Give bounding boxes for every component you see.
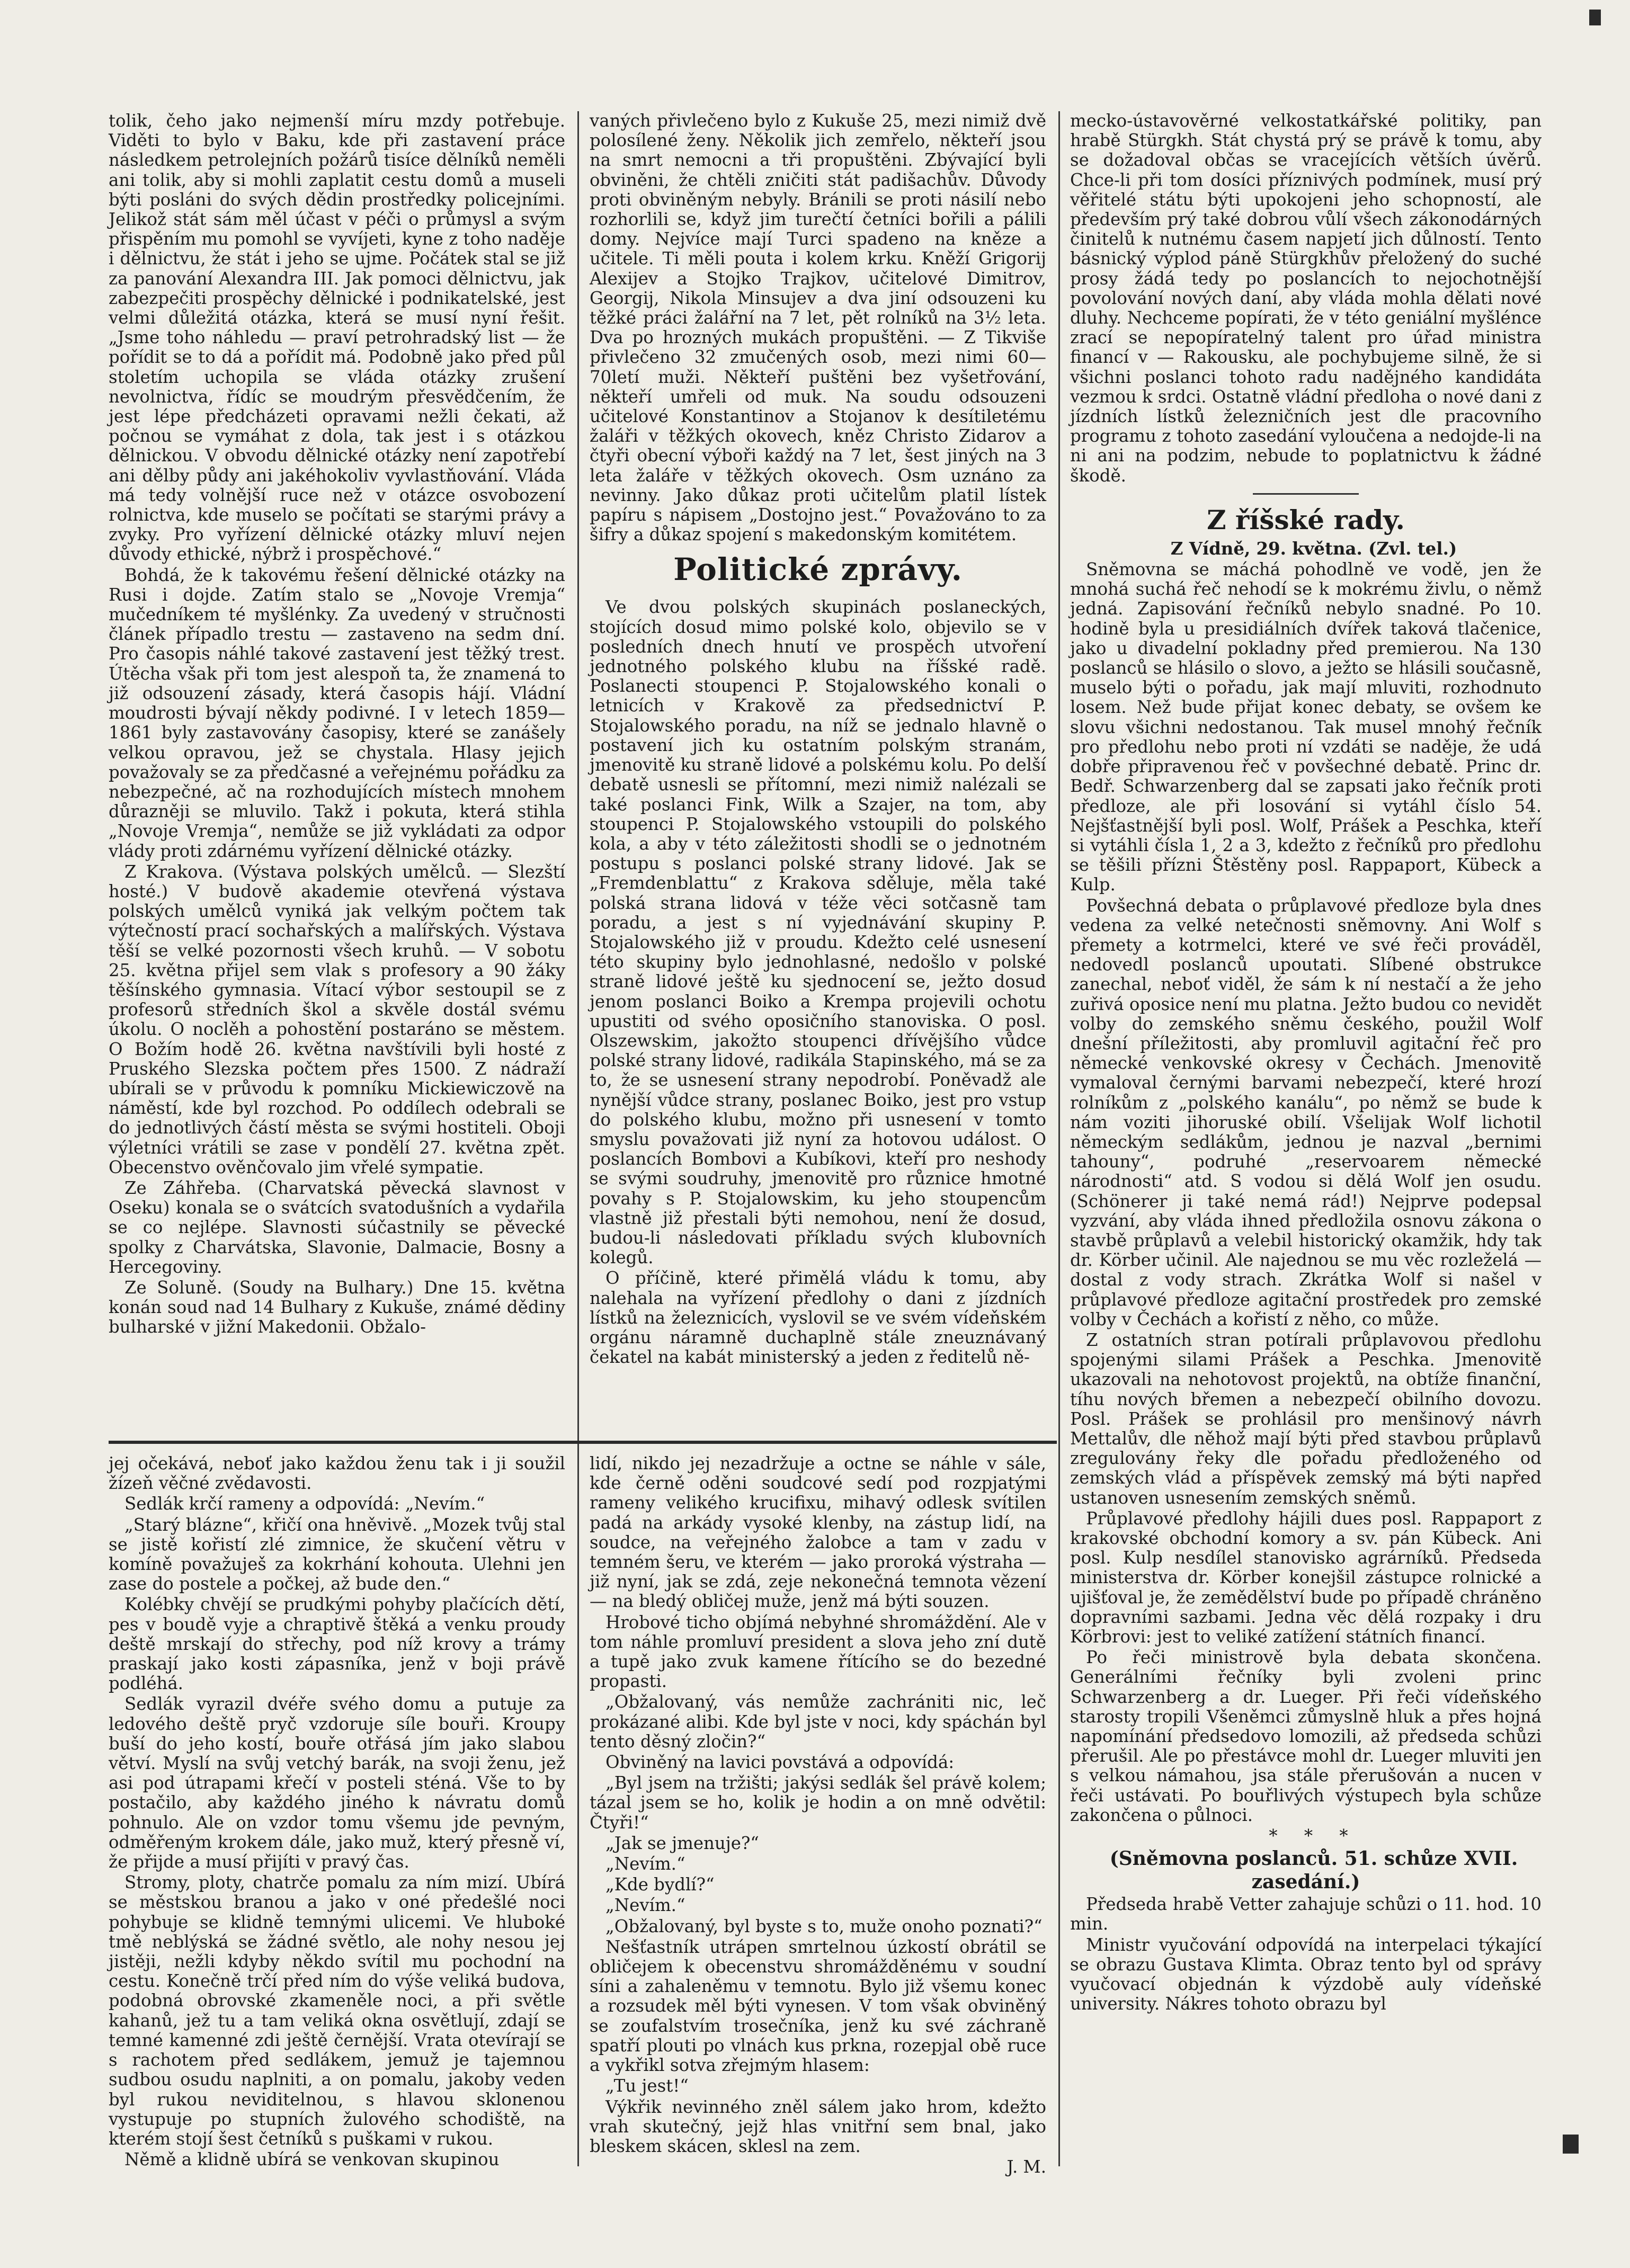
paragraph: Hrobové ticho objímá nebyhné shromáždění. Ale v tom náhle promluví president a slova jeho zní dutě a tupě jako zvuk kamene řítícího se do bezedné propasti. bbox=[590, 1612, 1046, 1692]
column-1-feuilleton bbox=[109, 1454, 565, 2169]
paragraph: Stromy, ploty, chatrče pomalu za ním mizí. Ubírá se městskou branou a jako v oné předešlé noci pohybuje se klidně temnými ulicemi. Ve hluboké tmě neblýská se žádné světlo, ale nohy nesou jej jistěji, nežli kdyby někdo svítil mu pochodní na cestu. Konečně trčí před ním do výše veliká budova, podobná obrovské zkameněle noci, a při světle kahanů, jež tu a tam veliká okna osvětlují, zdají se temné kamenné zdi ještě černější. Vrata otevírají se s rachotem před sedlákem, jemuž je tajemnou sudbou osudu naplniti, a on pomalu, jakoby veden byl rukou neviditelnou, s hlavou sklonenou vystupuje po stupních žulového schodiště, na kterém stojí šest četníků s puškami v rukou. bbox=[109, 1872, 565, 2149]
paragraph: Sedlák vyrazil dvéře svého domu a putuje za ledového deště pryč vzdoruje síle bouři. Kroupy buší do jeho kostí, bouře otřásá jím jako slabou větví. Myslí na svůj vetchý barák, na svoji ženu, jež asi pod útrapami křečí v posteli sténá. Vše to by postačilo, aby každého jiného k návratu domů pohnulo. Ale on vzdor tomu všemu jde pevným, odměřeným krokem dále, jako muž, který přesně ví, že přijde a musí přijíti v pravý čas. bbox=[109, 1694, 565, 1872]
paragraph: Povšechná debata o průplavové předloze byla dnes vedena za velké netečnosti sněmovny. Ani Wolf s přemety a kotrmelci, které ve své řeči prováděl, nedovedl poslanců upoutati. Slíbené obstrukce zanechal, neboť viděl, že sám k ní nestačí a že jeho zuřivá oposice není mu platna. Ježto budou co nevidět volby do zemského sněmu českého, použil Wolf dnešní příležitosti, aby promluvil agitační řeč pro německé venkovské okresy v Čechách. Jmenovitě vymaloval černými barvami nebezpečí, které hrozí rolníkům z „polského kanálu“, po němž se bude k nám voziti jihoruské obilí. Všelijak Wolf lichotil německým sedlákům, jednou je nazval „bernimi tahouny“, podruhé „reservoarem německé národnosti“ atd. S vodou si dělá Wolf jen osudu. (Schönerer ji také nemá rád!) Nejprve podepsal vyzvání, aby vláda ihned předložila osnovu zákona o stavbě průplavů a velebil historický okamžik, hdy tak dr. Körber učinil. Ale najednou se mu věc rozleželá — dostal z vody strach. Zkrátka Wolf si našel v průplavové předloze agitační prostředek pro zemské volby v Čechách a kořistí z něho, co může. bbox=[1070, 895, 1542, 1329]
paragraph: „Kde bydlí?“ bbox=[605, 1874, 715, 1895]
column-2-feuilleton bbox=[590, 1454, 1046, 2177]
paragraph: lidí, nikdo jej nezadržuje a octne se náhle v sále, kde černě oděni soudcové sedí pod rozpjatými rameny velikého krucifixu, mihavý odlesk svítilen padá na arkády vysoké klenby, na zástup lidí, na soudce, na veřejného žalobce a tam v zadu v temném šeru, ve kterém — jako proroká výstraha — již nyní, jak se zdá, zeje nekonečná temnota vězení — na bledý obličej muže, jenž má býti souzen. bbox=[590, 1453, 1046, 1612]
paragraph: Ve dvou polských skupinách poslaneckých, stojících dosud mimo polské kolo, objevilo se v posledních dnech hnutí ve prospěch utvoření jednotného polského klubu na říšské radě. Poslanecti stoupenci P. Stojalowského konali o letnicích v Krakově za předsednictví P. Stojalowského poradu, na níž se jednalo hlavně o postavení jich ku ostatním polským stranám, jmenovitě ku straně lidové a polskému kolu. Po delší debatě usnesli se přítomní, mezi nimiž nalézali se také poslanci Fink, Wilk a Szajer, na tom, aby stoupenci P. Stojalowského vstoupili do polského kola, a aby v této záležitosti shodli se o jednotném postupu s poslanci polské strany lidové. Jak se „Fremdenblattu“ z Krakova sděluje, měla také polská strana lidová v téže věci sotčasně tam poradu, a jest s ní vyjednávání skupiny P. Stojalowského již v proudu. Kdežto celé usnesení této skupiny bylo jednohlasné, nedošlo v polské straně lidové ještě ku sjednocení se, ježto dosud jenom poslanci Boiko a Krempa projevili ochotu upustiti od svého oposičního stanoviska. O posl. Olszewskim, jakožto stoupenci dřívějšího vůdce polské strany lidové, radikála Stapinského, má se za to, že se usnesení strany nepodrobí. Poněvadž ale nynější vůdce strany, poslanec Boiko, jest pro vstup do polského klubu, možno při usnesení v tomto smyslu považovati již nyní za hotovou událost. O poslancích Bombovi a Kubíkovi, kteří pro neshody se svými soudruhy, jmenovitě pro různice hmotné povahy s P. Stojalowskim, ku jeho stoupencům vlastně již přestali býti nemohou, není že dosud, budou-li následovati příkladu svých klubovních kolegů. bbox=[590, 597, 1046, 1268]
paragraph: Sedlák krčí rameny a odpovídá: „Nevím.“ bbox=[124, 1494, 485, 1514]
section-heading-politicke-zpravy: Politické zprávy. bbox=[673, 551, 963, 588]
column-divider bbox=[577, 111, 579, 2166]
paragraph: Ministr vyučování odpovídá na interpelaci týkající se obrazu Gustava Klimta. Obraz tento byl od správy vyučovací objednán k výzdobě auly vídeňské university. Nákres tohoto obrazu byl bbox=[1070, 1934, 1542, 2014]
paragraph: „Starý blázne“, křičí ona hněvivě. „Mozek tvůj stal se jistě kořistí zlé zimnice, že skučení větru v komíně považuješ za kokrhání kohouta. Ulehni jen zase do postele a počkej, až bude den.“ bbox=[109, 1514, 565, 1594]
dateline: Z Vídně, 29. května. (Zvl. tel.) bbox=[1170, 538, 1457, 559]
column-divider bbox=[1058, 111, 1060, 2166]
section-separator: * * * bbox=[1269, 1826, 1359, 1846]
column-3 bbox=[1070, 111, 1542, 2166]
paragraph: Výkřik nevinného zněl sálem jako hrom, kdežto vrah skutečný, jejž hlas vnitřní sem bnal, jako bleskem skácen, sklesl na zem. bbox=[590, 2096, 1046, 2156]
author-signature: J. M. bbox=[1006, 2157, 1046, 2177]
paragraph: „Obžalovaný, byl byste s to, muže onoho poznati?“ bbox=[605, 1916, 1043, 1936]
section-rule bbox=[1253, 493, 1359, 495]
session-heading: (Sněmovna poslanců. 51. schůze XVII. zasedání.) bbox=[1109, 1847, 1518, 1894]
paragraph: „Nevím.“ bbox=[605, 1895, 685, 1916]
paragraph: vaných přivlečeno bylo z Kukuše 25, mezi nimiž dvě polosílené ženy. Několik jich zemřelo, někteří jsou na smrt nemocni a tři propuštěni. Zbývající byli obviněni, že chtěli zničiti stát padišachův. Důvody proti obviněným nebyly. Bránili se proti násilí nebo rozhorlili se, když jim turečtí četníci bořili a pálili domy. Nejvíce mají Turci spadeno na kněze a učitele. Ti měli pouta i kolem krku. Kněží Grigorij Alexijev a Stojko Trajkov, učitelové Dimitrov, Georgij, Nikola Minsujev a dva jiní odsouzeni ku těžké práci žalářní na 7 let, pět rolníků na 3½ leta. Dva po hrozných mukách propuštěni. — Z Tikviše přivlečeno 32 zmučených osob, mezi nimi 60—70letí muži. Někteří puštěni bez vyšetřování, někteří umřeli od muk. Na soudu odsouzeni učitelové Konstantinov a Stojanov k desítiletému žaláři v těžkých okovech, kněz Christo Zidarov a čtyři obecní výboři každý na 7 let, šest jiných na 3 leta žaláře v těžkých okovech. Osm uznáno za nevinny. Jako důkaz proti učitelům platil lístek papíru s nápisem „Dostojno jest.“ Považováno to za šifry a důkaz spojení s makedonským komitétem. bbox=[590, 111, 1046, 545]
paragraph: „Nevím.“ bbox=[605, 1854, 685, 1874]
paragraph: tolik, čeho jako nejmenší míru mzdy potřebuje. Viděti to bylo v Baku, kde při zastavení práce následkem petrolejních požárů tisíce dělníků neměli ani tolik, aby si mohli zaplatit cestu domů a museli býti posláni do svých dědin prostředky policejními. Jelikož stát sám měl účast v péči o průmysl a svým přispěním mu pomohl se vyvíjeti, kyne z toho naděje i dělnictvu, že stát i jeho se ujme. Počátek stal se již za panování Alexandra III. Jak pomoci dělnictvu, jak zabezpečiti prospěchy dělnické i podnikatelské, jest velmi důležitá otázka, která se musí nyní řešit. „Jsme toho náhledu — praví petrohradský list — že pořídit se to dá a pořídit má. Podobně jako před půl stoletím uchopila se vláda otázky zrušení nevolnictva, řídíc se moudrým přesvědčením, že jest lépe předcházeti opravami nežli čekati, až počnou se vymáhat z dola, tak jest i s otázkou dělnickou. V obvodu dělnické otázky není zapotřebí ani dělby půdy ani jakéhokoliv vyvlastňování. Vláda má tedy volnější ruce než v otázce osvobození rolnictva, kde muselo se počítati se starými právy a zvyky. Pro vyřízení dělnické otázky mluví nejen důvody ethické, nýbrž i prospěchové.“ bbox=[109, 111, 565, 565]
paragraph: Obviněný na lavici povstává a odpovídá: bbox=[605, 1752, 955, 1773]
paragraph: Z Krakova. (Výstava polských umělců. — Slezští hosté.) V budově akademie otevřená výstava polských umělců vyniká jak velkým počtem tak výtečností prací sochařských a malířských. Výstava těší se velké pozornosti všech kruhů. — V sobotu 25. května přijel sem vlak s profesory a 90 žáky těšínského gymnasia. Vítací výbor sestoupil se z profesorů středních škol a skvěle dostál svému úkolu. O noclěh a pohostění postaráno se městem. O Božím hodě 26. května navštívili byli hosté z Pruského Slezska počtem přes 1500. Z nádraží ubírali se v průvodu k pomníku Mickiewiczově na náměstí, kde byl rozchod. Po oddílech odebrali se do jednotlivých částí města se svými hostiteli. Oboji výletníci vrátili se zase v pondělí 27. května zpět. Obecenstvo ověnčovalo jim vřelé sympatie. bbox=[109, 861, 565, 1177]
paragraph: Sněmovna se máchá pohodlně ve vodě, jen že mnohá suchá řeč nehodí se k mokrému živlu, o němž jedná. Zapisování řečníků nebylo snadné. Po 10. hodině byla u presidiálních dvířek taková tlačenice, jako u divadelní pokladny před premierou. Na 130 poslanců se hlásilo o slovo, a ježto se hlásili současně, muselo býti o pořadu, jak mají mluviti, rozhodnuto losem. Než bude přijat konec debaty, se ovšem ke slovu všichni nedostanou. Tak musel mnohý řečník pro předlohu nebo proti ní vzdáti se naděje, že udá dobře připravenou řeč v povšechné debatě. Princ dr. Bedř. Schwarzenberg dal se zapsati jako řečník proti předloze, ale při losování si vytáhl číslo 54. Nejšťastnější byli posl. Wolf, Prášek a Peschka, kteří si vytáhli čísla 1, 2 a 3, kdežto z řečníků pro předlohu se těšili přízni Štěstěny posl. Rappaport, Kübeck a Kulp. bbox=[1070, 559, 1542, 895]
paragraph: Ze Záhřeba. (Charvatská pěvecká slavnost v Oseku) konala se o svátcích svatodušních a vydařila se co nejlépe. Slavnosti súčastnily se pěvecké spolky z Charvátska, Slavonie, Dalmacie, Bosny a Hercegoviny. bbox=[109, 1177, 565, 1277]
paragraph: „Byl jsem na tržišti; jakýsi sedlák šel právě kolem; tázal jsem se ho, kolik je hodin a on mně odvětil: Čtyři!“ bbox=[590, 1773, 1046, 1833]
paragraph: „Tu jest!“ bbox=[605, 2076, 689, 2096]
paragraph: „Jak se jmenuje?“ bbox=[605, 1833, 759, 1853]
paragraph: Průplavové předlohy hájili dues posl. Rappaport z krakovské obchodní komory a sv. pán Kübeck. Ani posl. Kulp nesdílel stanovisko agrárníků. Předseda ministerstva dr. Körber konejšil zástupce rolnické a ujišťoval je, že zemědělství bude po případě chráněno dopravními sazbami. Jedna věc dělá rozpaky i dru Körbrovi: jest to veliké zatížení státních financí. bbox=[1070, 1508, 1542, 1647]
paragraph: jej očekává, neboť jako každou ženu tak i ji soužil žízeň věčné zvědavosti. bbox=[109, 1453, 565, 1494]
column-2-top bbox=[590, 111, 1046, 1433]
column-1 bbox=[109, 111, 565, 2170]
paragraph: Bohdá, že k takovému řešení dělnické otázky na Rusi i dojde. Zatím stalo se „Novoje Vremja“ mučedníkem té myšlénky. Za uvedený v stručnosti článek případlo trestu — zastaveno na sedm dní. Pro časopis náhlé takové zastavení jest těžký trest. Útěcha však při tom jest alespoň ta, že znamená to již odsouzení zásady, která časopis hájí. Vládní moudrosti bývají někdy podivné. I v letech 1859—1861 byly zastavovány časopisy, které se zanášely velkou opravou, jež se chystala. Hlasy jejich považovaly se za předčasné a veřejnému pořádku za nebezpečné, ač na rozhodujících místech mnohem důrazněji se mluvilo. Takž i pokuta, která stihla „Novoje Vremja“, nemůže se již vykládati za odpor vlády proti zdárnému vyřízení dělnické otázky. bbox=[109, 565, 565, 861]
section-heading-risske-rady: Z říšské rady. bbox=[1207, 504, 1405, 535]
column-2 bbox=[590, 111, 1046, 2177]
paragraph: Předseda hrabě Vetter zahajuje schůzi o 11. hod. 10 min. bbox=[1070, 1894, 1542, 1934]
feuilleton-divider bbox=[109, 1441, 1057, 1444]
paragraph: Kolébky chvějí se prudkými pohyby plačících dětí, pes v boudě vyje a chraptivě štěká a venku proudy deště mrskají do střechy, pod níž krovy a trámy praskají jako kosti zápasníka, jenž v boji právě podléhá. bbox=[109, 1594, 565, 1694]
scan-edge-mark bbox=[1589, 10, 1601, 25]
paragraph: Ze Soluně. (Soudy na Bulhary.) Dne 15. května konán soud nad 14 Bulhary z Kukuše, známé dědiny bulharské v jižní Makedonii. Obžalo- bbox=[109, 1277, 565, 1337]
paragraph: Němě a klidně ubírá se venkovan skupinou bbox=[124, 2149, 500, 2170]
paragraph: O příčině, které přimělá vládu k tomu, aby nalehala na vyřízení předlohy o dani z jízdních lístků na železnicích, vyslovil se ve svém vídeňském orgánu náramně duchaplně stále zneuznávaný čekatel na kabát ministerský a jeden z ředitelů ně- bbox=[590, 1268, 1046, 1368]
paragraph: Po řeči ministrově byla debata skončena. Generálními řečníky byli zvoleni princ Schwarzenberg a dr. Lueger. Při řeči vídeňského starosty tropili Všeněmci zůmyslně hluk a přes hojná napomínání předsedovo lomozili, až předseda schůzi přerušil. Ale po přestávce mohl dr. Lueger mluviti jen s velkou námahou, jsa stále přerušován a nucen v řeči ustávati. Po bouřlivých výstupech byla schůze zakončena o půlnoci. bbox=[1070, 1647, 1542, 1825]
scan-edge-mark bbox=[1563, 2135, 1579, 2154]
paragraph: „Obžalovaný, vás nemůže zachrániti nic, leč prokázané alibi. Kde byl jste v noci, kdy spáchán byl tento děsný zločin?“ bbox=[590, 1692, 1046, 1752]
column-1-top bbox=[109, 111, 565, 1433]
article-grid bbox=[109, 111, 1542, 2177]
paragraph: mecko-ústavověrné velkostatkářské politiky, pan hrabě Stürgkh. Stát chystá prý se právě k tomu, aby se dožadoval občas se vracejících větších úvěrů. Chce-li při tom dosíci příznivých podmínek, musí prý věřitelé státu býti upokojeni jeho schopností, ale především prý také dobrou vůlí všech zákonodárných činitelů k nutnému časem napjetí jich důlností. Tento básnický výplod páně Stürgkhův přeložený do suché prosy žádá tedy po poslancích to nejochotnější povolování nových daní, aby vláda mohla dělati nové dluhy. Nechceme popírati, že v této geniální myšlénce zrací se nepopíratelný talent pro úřad ministra financí v — Rakousku, ale pochybujeme silně, že si všichni poslanci tohoto radu nadějného kandidáta vezmou k srdci. Ostatně vládní předloha o nové dani z jízdních lístků železničních jest dle pracovního programu z tohoto zasedání vyloučena a nedojde-li na ni ani na podzim, nebude to poplatnictvu k žádné škodě. bbox=[1070, 111, 1542, 486]
paragraph: Nešťastník utrápen smrtelnou úzkostí obrátil se obličejem k obecenstvu shromážděnému v soudní síni a zahaleněmu v temnotu. Bylo již všemu konec a rozsudek měl býti vynesen. V tom však obviněný se zoufalstvím trosečníka, jenž ku své záchraně spatří plouti po vlnách kus prkna, rozepjal obě ruce a vykřikl sotva zřejmým hlasem: bbox=[590, 1936, 1046, 2076]
paragraph: Z ostatních stran potírali průplavovou předlohu spojenými silami Prášek a Peschka. Jmenovitě ukazovali na nehotovost projektů, na obtíže finanční, tíhu nových břemen a nebezpečí obilního dovozu. Posl. Prášek se prohlásil pro menšinový návrh Mettalův, dle něhož mají býti před stavbou průplavů zregulovány řeky dle pořadu předloženého od zemských vlád a příspěvek zemský má býti napřed ustanoven usnesením zemských sněmů. bbox=[1070, 1329, 1542, 1508]
